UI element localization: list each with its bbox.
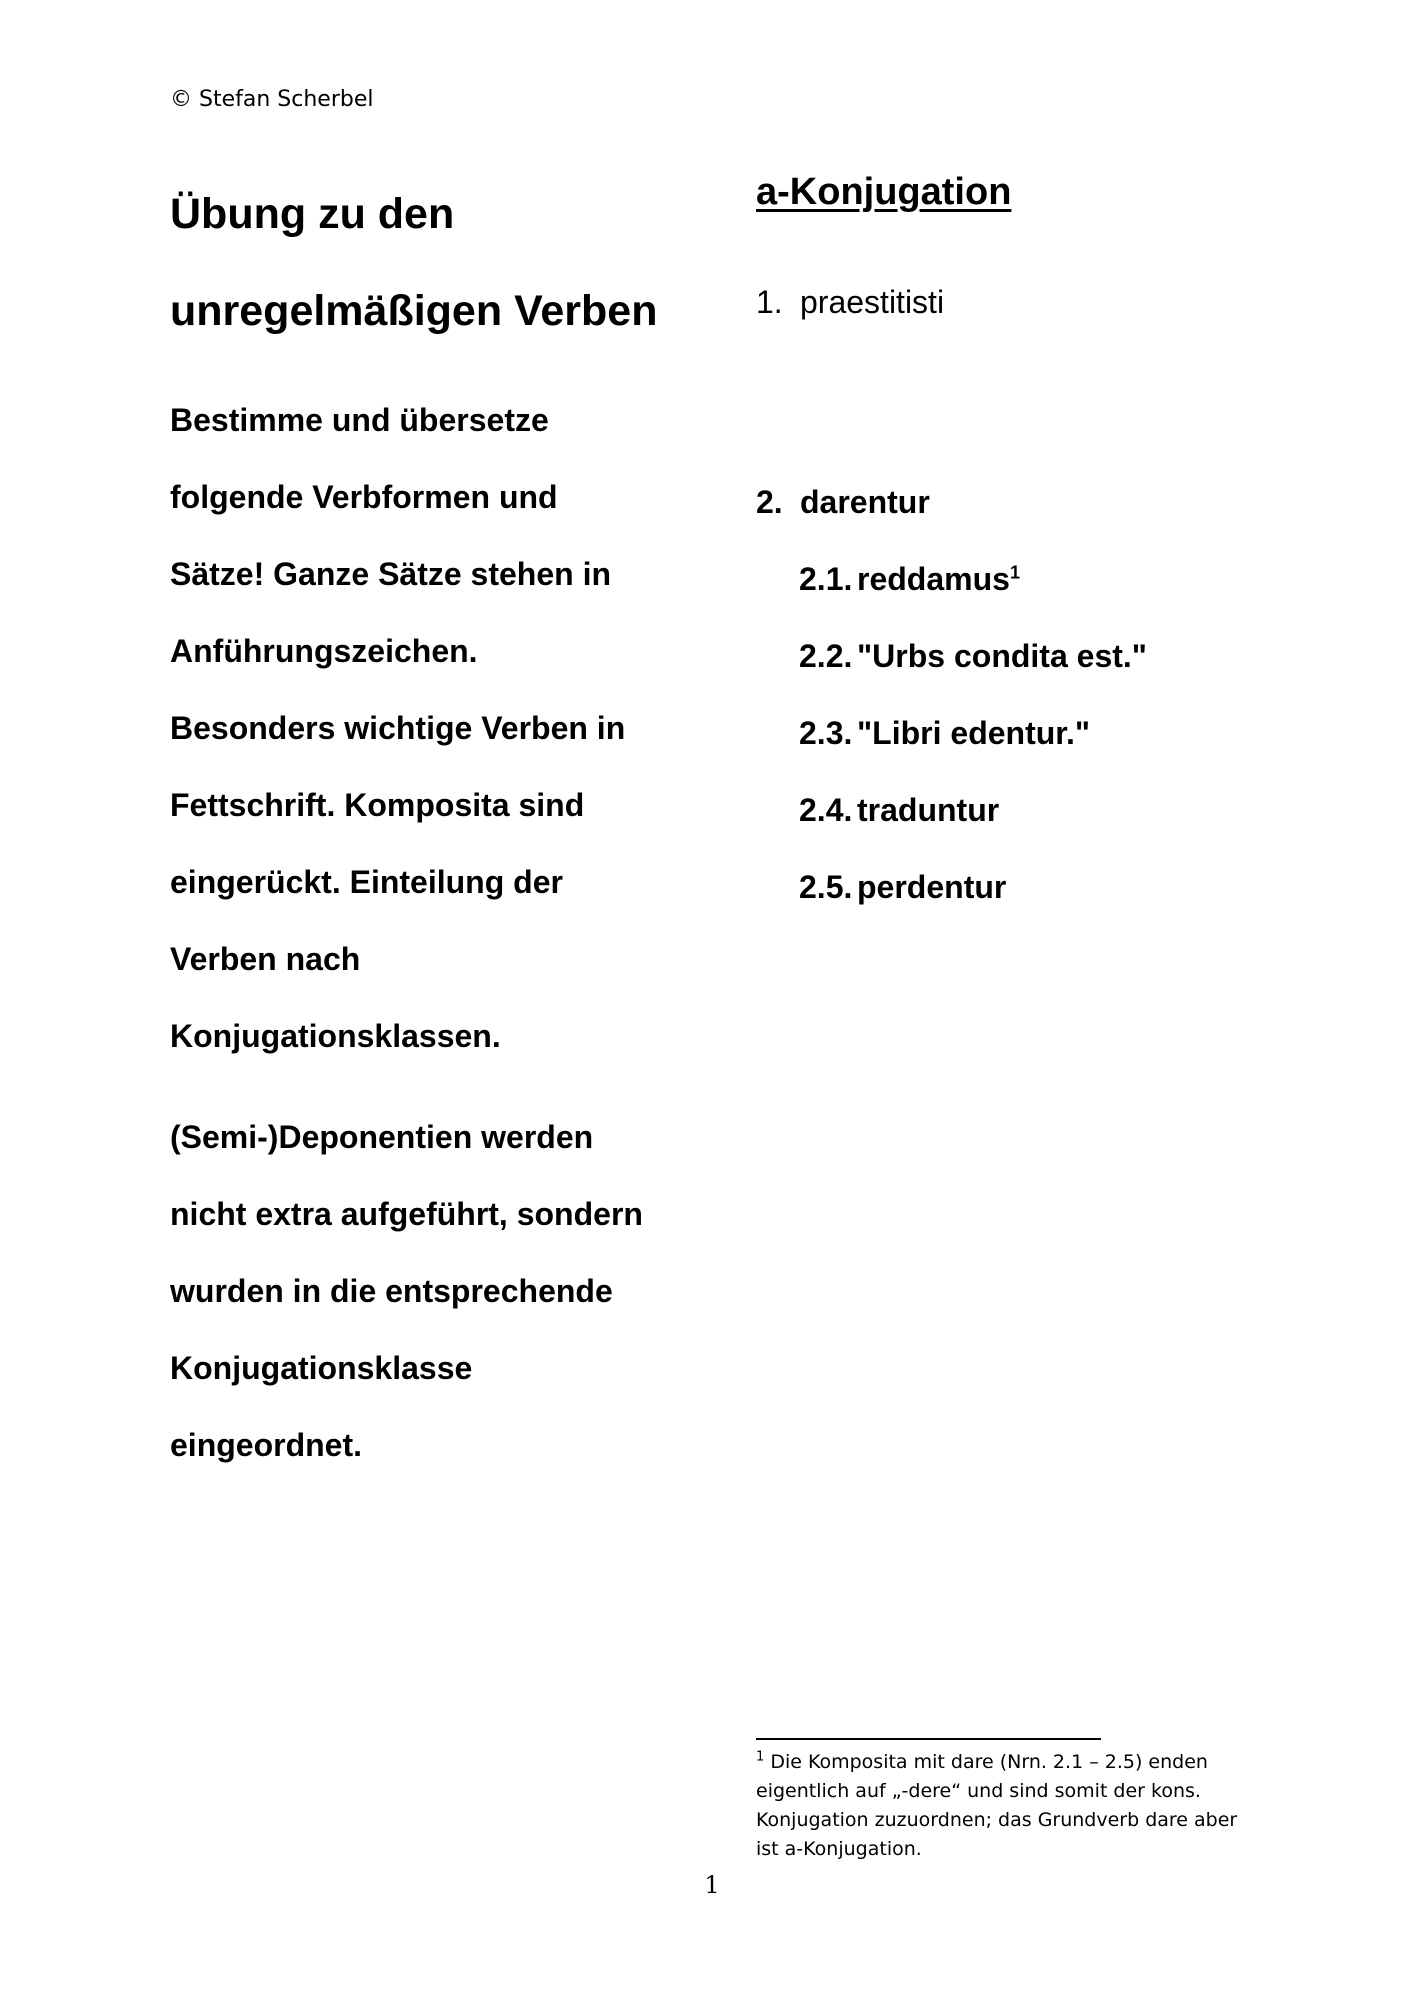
- instruction-line: Bestimme und übersetze: [170, 402, 549, 438]
- subitem-text: "Urbs condita est.": [857, 638, 1147, 674]
- instruction-line: Sätze! Ganze Sätze stehen in: [170, 556, 612, 592]
- note-line: wurden in die entsprechende: [170, 1273, 613, 1309]
- instruction-line: Fettschrift. Komposita sind: [170, 787, 585, 823]
- footnote-separator: [756, 1738, 1101, 1740]
- instruction-line: Anführungszeichen.: [170, 633, 478, 669]
- note-line: nicht extra aufgeführt, sondern: [170, 1196, 643, 1232]
- subitem-number: 2.4.: [799, 792, 853, 828]
- subitem-number: 2.5.: [799, 869, 853, 905]
- copyright-notice: © Stefan Scherbel: [170, 87, 374, 112]
- footnote-reference: 1: [1009, 562, 1020, 583]
- instruction-line: folgende Verbformen und: [170, 479, 558, 515]
- footnote-line: eigentlich auf „-dere“ und sind somit der kons.: [756, 1780, 1201, 1802]
- exercise-subitem-2-3: [799, 713, 1090, 753]
- footnote: [756, 1748, 1276, 1864]
- exercise-subitem-2-2: [799, 636, 1147, 676]
- title-line: unregelmäßigen Verben: [170, 287, 658, 335]
- footnote-marker: 1: [756, 1749, 765, 1765]
- subitem-number: 2.2.: [799, 638, 853, 674]
- instruction-line: Besonders wichtige Verben in: [170, 710, 626, 746]
- item-text: darentur: [800, 484, 930, 520]
- section-heading: a-Konjugation: [756, 171, 1012, 213]
- page-title: [170, 166, 710, 360]
- subitem-number: 2.3.: [799, 715, 853, 751]
- paragraph-gap: [170, 1075, 710, 1099]
- item-text: praestitisti: [800, 284, 945, 320]
- subitem-number: 2.1.: [799, 561, 853, 597]
- exercise-subitem-2-5: [799, 867, 1006, 907]
- note-line: (Semi-)Deponentien werden: [170, 1119, 594, 1155]
- exercise-item-1: [756, 282, 944, 322]
- note-line: eingeordnet.: [170, 1427, 363, 1463]
- footnote-line: [756, 1748, 1276, 1777]
- subitem-text: perdentur: [857, 869, 1007, 905]
- exercise-item-2: [756, 482, 930, 522]
- subitem-text: traduntur: [857, 792, 1000, 828]
- item-number: 1.: [756, 284, 783, 320]
- instruction-line: eingerückt. Einteilung der: [170, 864, 563, 900]
- exercise-subitem-2-1: [799, 559, 1020, 599]
- instructions-block: [170, 382, 710, 1484]
- title-line: Übung zu den: [170, 190, 455, 238]
- exercise-subitem-2-4: [799, 790, 999, 830]
- instruction-line: Konjugationsklassen.: [170, 1018, 501, 1054]
- footnote-line: ist a-Konjugation.: [756, 1838, 922, 1860]
- instruction-line: Verben nach: [170, 941, 361, 977]
- footnote-text: Die Komposita mit dare (Nrn. 2.1 – 2.5) enden: [770, 1751, 1208, 1773]
- subitem-text: reddamus: [857, 561, 1010, 597]
- subitem-text: "Libri edentur.": [857, 715, 1091, 751]
- footnote-line: Konjugation zuzuordnen; das Grundverb dare aber: [756, 1809, 1238, 1831]
- item-number: 2.: [756, 484, 783, 520]
- note-line: Konjugationsklasse: [170, 1350, 473, 1386]
- page-number: 1: [704, 1871, 720, 1899]
